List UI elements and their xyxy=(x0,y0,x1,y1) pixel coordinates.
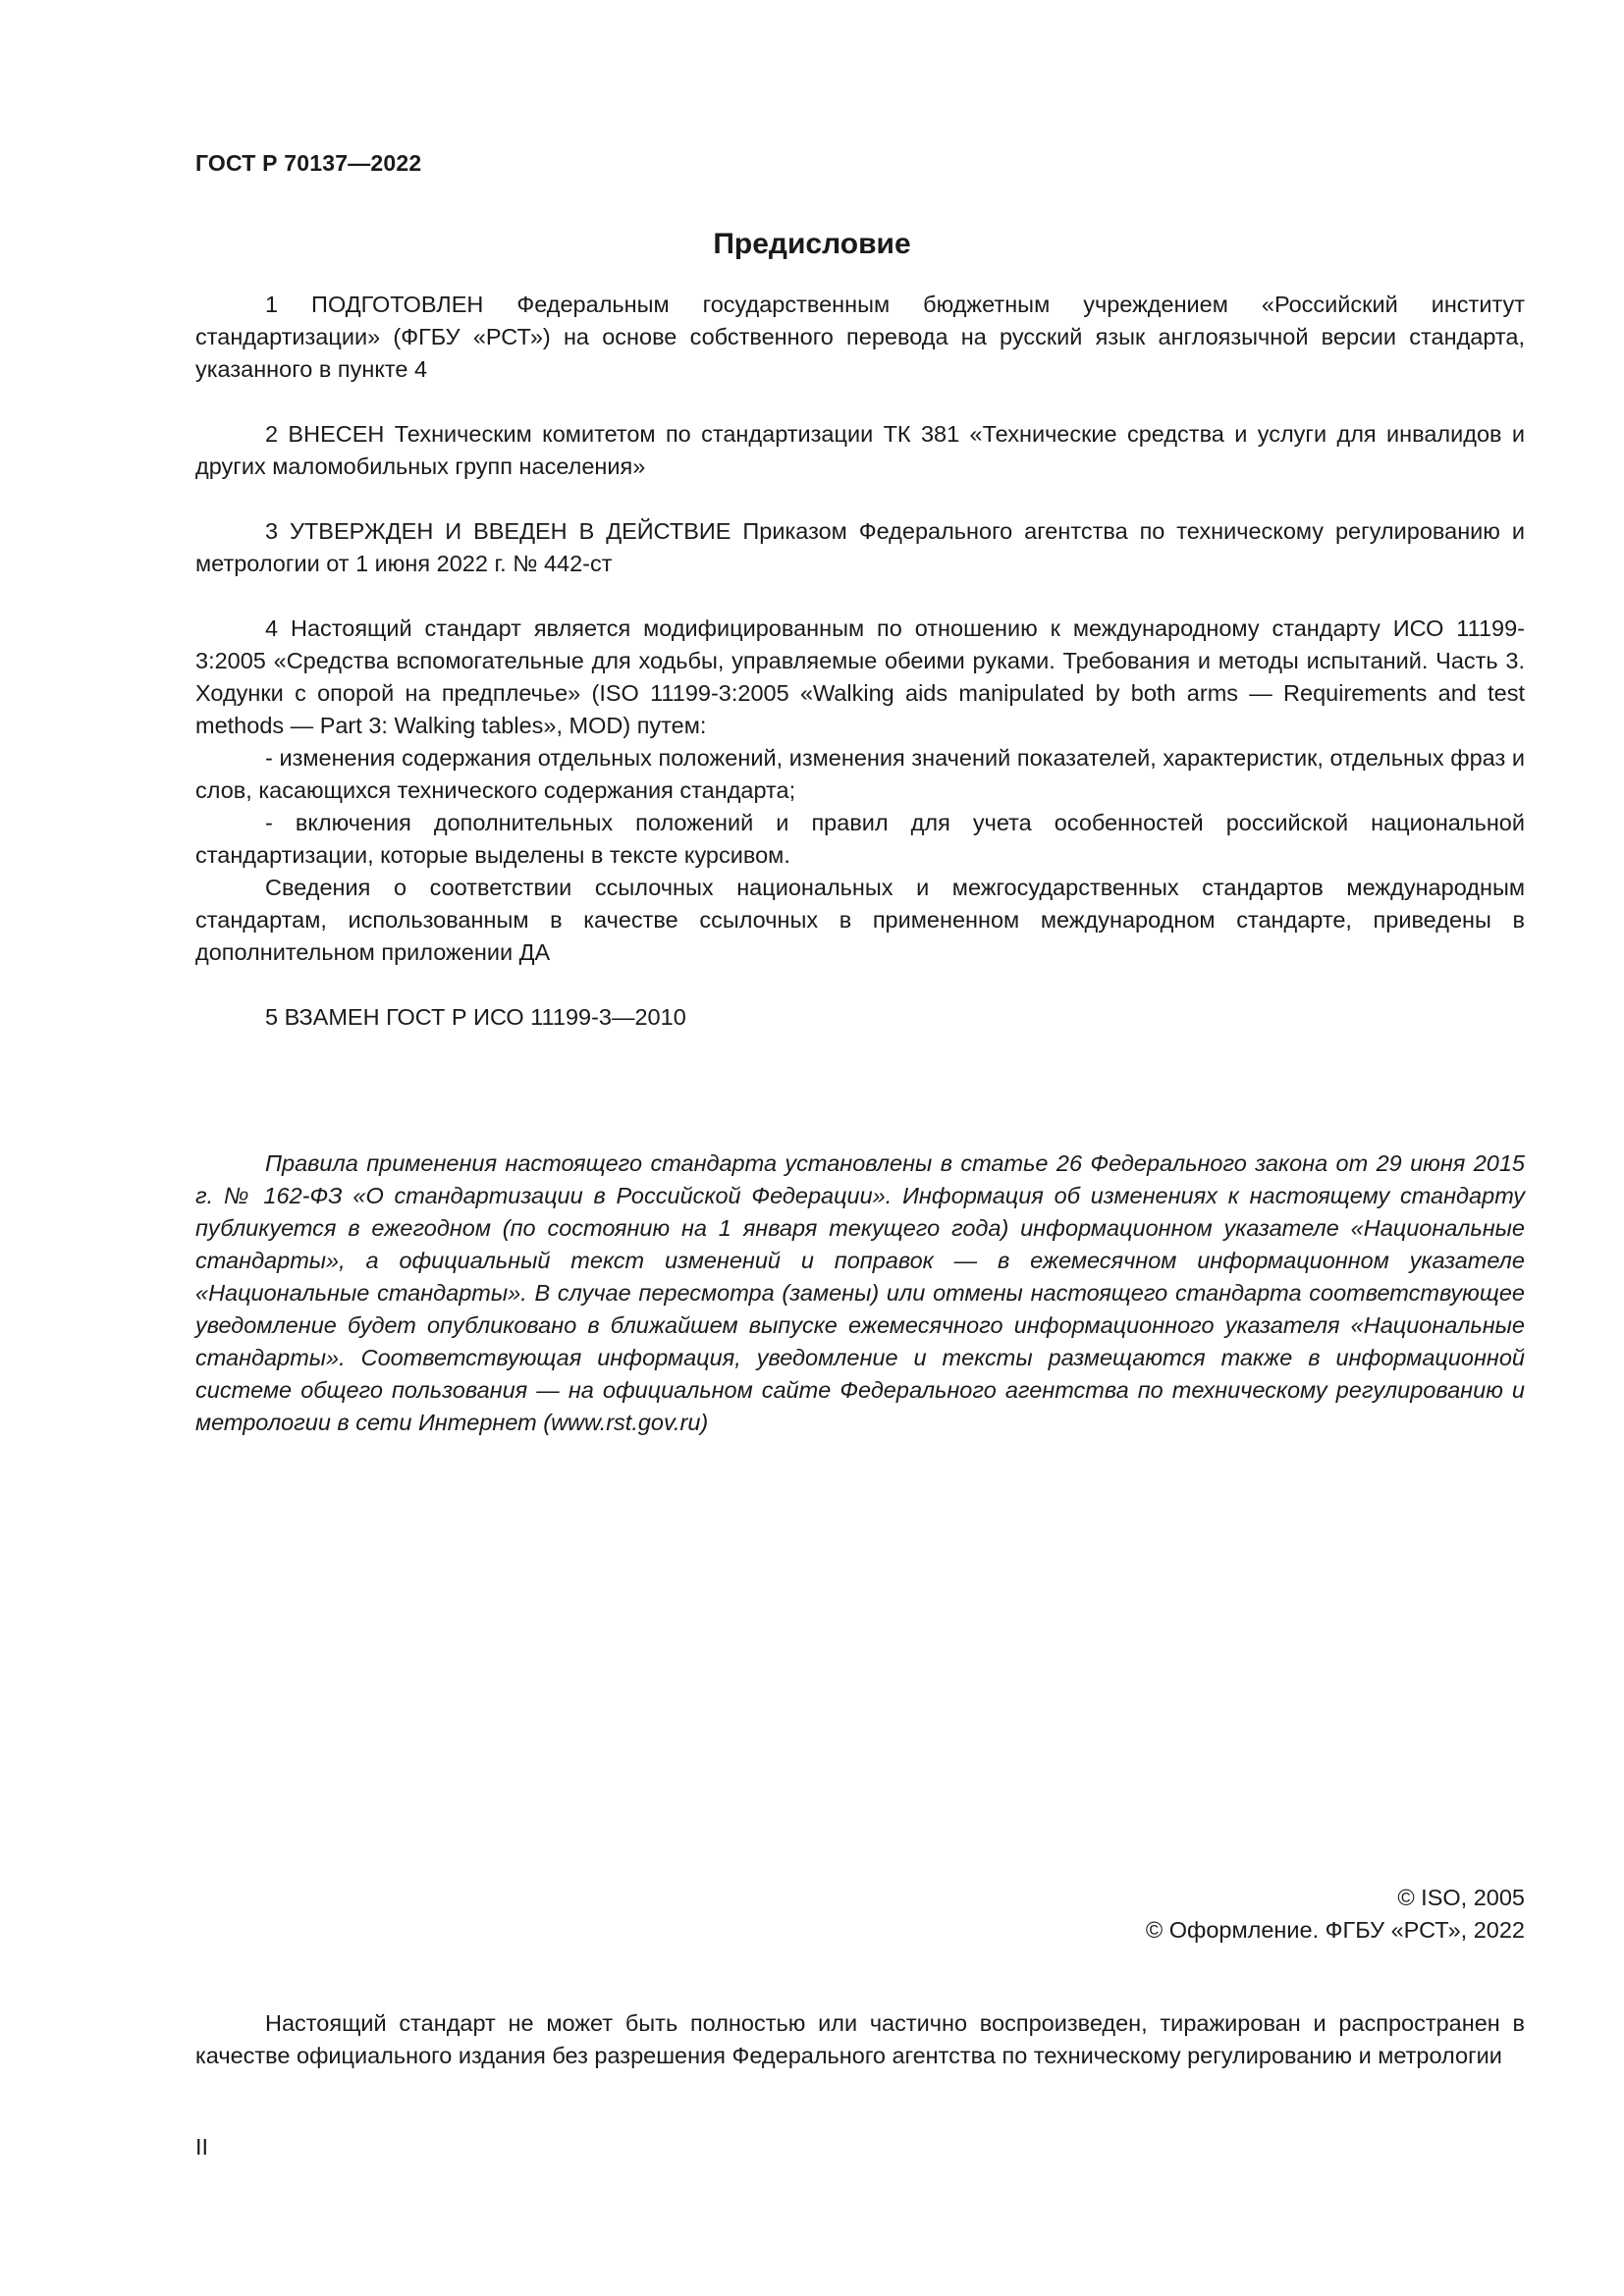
item-5: 5 ВЗАМЕН ГОСТ Р ИСО 11199-3—2010 xyxy=(265,1004,686,1030)
page-number: II xyxy=(195,2134,209,2160)
notice-paragraph: Настоящий стандарт не может быть полностью или частично воспроизведен, тиражирован и распространен в качестве официального издания без разрешения Федерального агентства по техническому регулированию и метрологии xyxy=(195,2010,1525,2068)
reproduction-notice xyxy=(195,2007,1525,2072)
item-4-bullet-2: - включения дополнительных положений и правил для учета особенностей российской национальной стандартизации, которые выделены в тексте курсивом. xyxy=(195,810,1525,868)
rules-paragraph: Правила применения настоящего стандарта установлены в статье 26 Федерального закона от 29 июня 2015 г. № 162-ФЗ «О стандартизации в Российской Федерации». Информация об изменениях к настоящему стандарту публикуется в ежегодном (по состоянию на 1 января текущего года) информационном указателе «Национальные стандарты», а официальный текст изменений и поправок — в ежемесячном информационном указателе «Национальные стандарты». В случае пересмотра (замены) или отмены настоящего стандарта соответствующее уведомление будет опубликовано в ближайшем выпуске ежемесячного информационного указателя «Национальные стандарты». Соответствующая информация, уведомление и тексты размещаются также в информационной системе общего пользования — на официальном сайте Федерального агентства по техническому регулированию и метрологии в сети Интернет (www.rst.gov.ru) xyxy=(195,1150,1525,1435)
item-4-bullet-1: - изменения содержания отдельных положений, изменения значений показателей, характеристик, отдельных фраз и слов, касающихся технического содержания стандарта; xyxy=(195,745,1525,803)
foreword-body xyxy=(195,289,1525,1034)
standard-code-header: ГОСТ Р 70137—2022 xyxy=(195,150,422,176)
copyright-iso: © ISO, 2005 xyxy=(1397,1885,1525,1910)
item-2: 2 ВНЕСЕН Техническим комитетом по стандартизации ТК 381 «Технические средства и услуги для инвалидов и других маломобильных групп населения» xyxy=(195,421,1525,479)
page-title: Предисловие xyxy=(713,228,911,260)
item-4-references: Сведения о соответствии ссылочных национальных и межгосударственных стандартов международным стандартам, использованным в качестве ссылочных в примененном международном стандарте, приведены в дополнительном приложении ДА xyxy=(195,875,1525,965)
rules-block xyxy=(195,1148,1525,1439)
copyright-rst: © Оформление. ФГБУ «РСТ», 2022 xyxy=(1145,1917,1525,1943)
item-1: 1 ПОДГОТОВЛЕН Федеральным государственным бюджетным учреждением «Российский институт стандартизации» (ФГБУ «РСТ») на основе собственного перевода на русский язык англоязычной версии стандарта, указанного в пункте 4 xyxy=(195,292,1525,382)
item-4-intro: 4 Настоящий стандарт является модифицированным по отношению к международному стандарту ИСО 11199-3:2005 «Средства вспомогательные для ходьбы, управляемые обеими руками. Требования и методы испытаний. Часть 3. Ходунки с опорой на предплечье» (ISO 11199-3:2005 «Walking aids manipulated by both arms — Requirements and test methods — Part 3: Walking tables», MOD) путем: xyxy=(195,615,1525,738)
copyright-block xyxy=(1146,1882,1525,1947)
item-3: 3 УТВЕРЖДЕН И ВВЕДЕН В ДЕЙСТВИЕ Приказом Федерального агентства по техническому регулированию и метрологии от 1 июня 2022 г. № 442-ст xyxy=(195,518,1525,576)
